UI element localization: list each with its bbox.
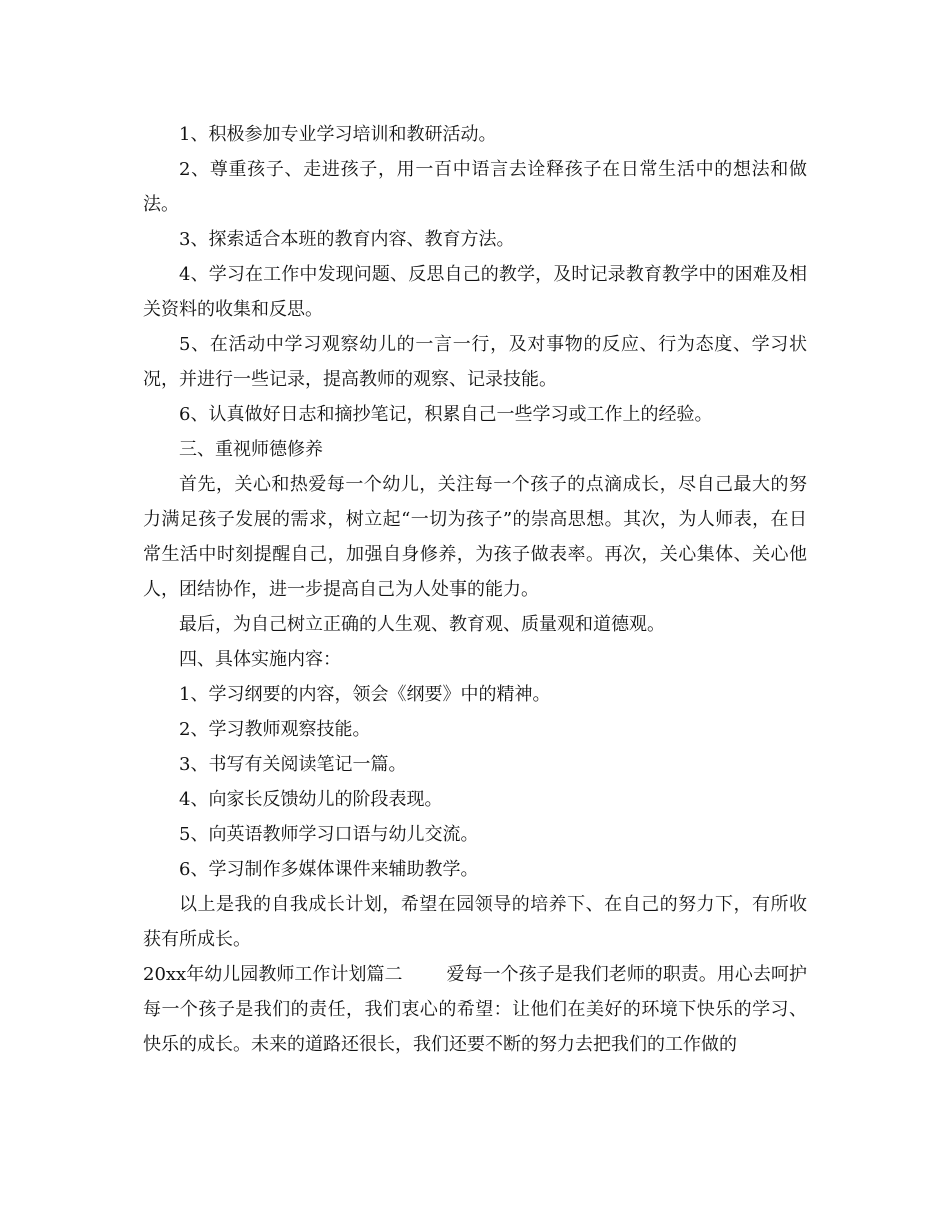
paragraph: 6、学习制作多媒体课件来辅助教学。 (179, 859, 479, 880)
paragraph: 5、向英语教师学习口语与幼儿交流。 (179, 824, 479, 845)
paragraph: 4、向家长反馈幼儿的阶段表现。 (179, 789, 443, 810)
final-paragraph (143, 957, 807, 1062)
paragraph: 2、尊重孩子、走进孩子，用一百中语言去诠释孩子在日常生活中的想法和做法。 (143, 159, 807, 215)
paragraph: 1、积极参加专业学习培训和教研活动。 (179, 124, 497, 145)
paragraph: 5、在活动中学习观察幼儿的一言一行，及对事物的反应、行为态度、学习状况，并进行一些记录，提高教师的观察、记录技能。 (143, 334, 807, 390)
section-heading: 三、重视师德修养 (179, 439, 323, 460)
paragraph: 3、书写有关阅读笔记一篇。 (179, 754, 407, 775)
article-heading: 20xx年幼儿园教师工作计划篇二 (143, 964, 403, 985)
paragraph: 6、认真做好日志和摘抄笔记，积累自己一些学习或工作上的经验。 (179, 404, 713, 425)
paragraph: 3、探索适合本班的教育内容、教育方法。 (179, 229, 515, 250)
paragraph: 以上是我的自我成长计划，希望在园领导的培养下、在自己的努力下，有所收获有所成长。 (143, 894, 807, 950)
document-body (143, 117, 807, 1062)
paragraph: 4、学习在工作中发现问题、反思自己的教学，及时记录教育教学中的困难及相关资料的收集和反思。 (143, 264, 807, 320)
paragraph: 首先，关心和热爱每一个幼儿，关注每一个孩子的点滴成长，尽自己最大的努力满足孩子发展的需求，树立起“一切为孩子”的崇高思想。其次，为人师表，在日常生活中时刻提醒自己，加强自身修养，为孩子做表率。再次，关心集体、关心他人，团结协作，进一步提高自己为人处事的能力。 (143, 474, 807, 600)
paragraph: 1、学习纲要的内容，领会《纲要》中的精神。 (179, 684, 551, 705)
section-heading: 四、具体实施内容： (179, 649, 341, 670)
article-text: 爱每一个孩子是我们老师的职责。用心去呵护每一个孩子是我们的责任，我们衷心的希望：让他们在美好的环境下快乐的学习、快乐的成长。未来的道路还很长，我们还要不断的努力去把我们的工作做的 (143, 964, 807, 1055)
paragraph: 最后，为自己树立正确的人生观、教育观、质量观和道德观。 (179, 614, 665, 635)
paragraph: 2、学习教师观察技能。 (179, 719, 371, 740)
